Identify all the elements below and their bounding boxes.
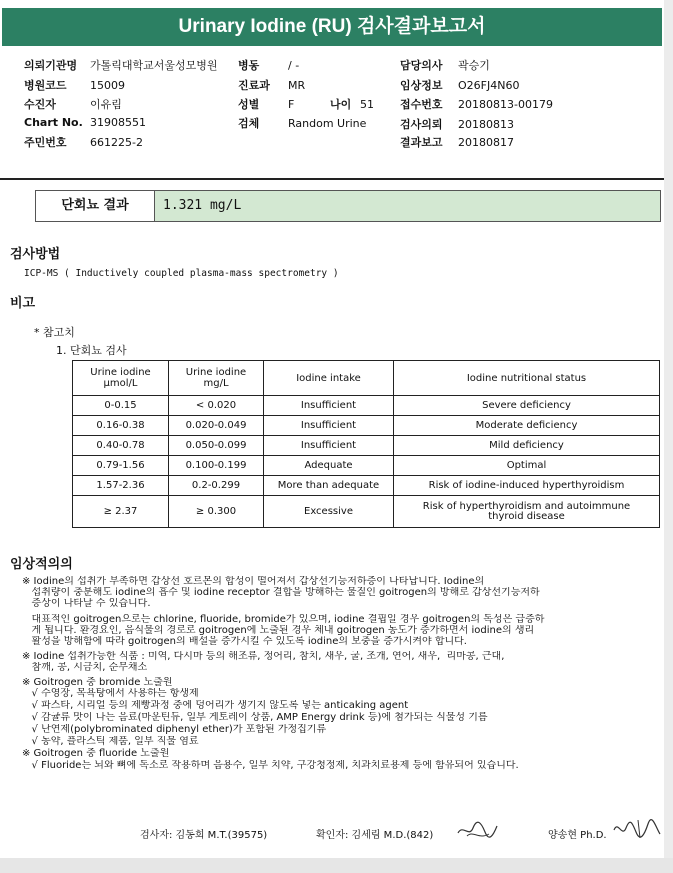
header-report-date: 결과보고 20180817 xyxy=(400,136,514,149)
clinical-line: ※ Goitrogen 중 fluoride 노출원 xyxy=(22,748,170,759)
verifier-signature: 확인자: 김세림 M.D.(842) xyxy=(316,830,434,841)
cell-umol: 0.79-1.56 xyxy=(73,456,169,476)
clinical-line: 게 됩니다. 환경요인, 음식물의 경로로 goitrogen에 노출된 경우 체내 goitrogen 농도가 증가하면서 iodine의 생리 xyxy=(22,625,535,636)
header-hospital-code: 병원코드 15009 xyxy=(24,79,125,92)
cell-intake: Adequate xyxy=(264,456,394,476)
clinical-line: 참깨, 콩, 시금치, 순무채소 xyxy=(22,662,148,673)
cell-status: Optimal xyxy=(394,456,660,476)
method-text: ICP-MS ( Inductively coupled plasma-mass spectrometry ) xyxy=(24,268,339,279)
cell-umol: ≥ 2.37 xyxy=(73,496,169,528)
cell-umol: 0-0.15 xyxy=(73,396,169,416)
header-ward: 병동 / - xyxy=(238,59,300,72)
header-intake: Iodine intake xyxy=(264,361,394,396)
cell-mg: 0.020-0.049 xyxy=(169,416,264,436)
cell-umol: 0.40-0.78 xyxy=(73,436,169,456)
header-sex: 성별 F xyxy=(238,98,295,111)
clinical-line: 활성을 방해함에 따라 goitrogen의 배설을 증가시킬 수 있도록 iodine의 보충을 증가시켜야 합니다. xyxy=(22,636,467,647)
table-row xyxy=(73,416,660,436)
header-department: 진료과 MR xyxy=(238,79,306,92)
header-accession-no: 접수번호 20180813-00179 xyxy=(400,98,553,111)
header-status: Iodine nutritional status xyxy=(394,361,660,396)
director-signature: 양송현 Ph.D. xyxy=(548,830,607,841)
header-specimen: 검체 Random Urine xyxy=(238,117,367,130)
cell-umol: 1.57-2.36 xyxy=(73,476,169,496)
cell-intake: Excessive xyxy=(264,496,394,528)
clinical-line: ※ Iodine의 섭취가 부족하면 갑상선 호르몬의 합성이 떨어져서 갑상선기능저하증이 나타납니다. Iodine의 xyxy=(22,576,485,587)
clinical-line: √ 파스타, 시리얼 등의 제빵과정 중에 덩어리가 생기지 않도록 넣는 anticaking agent xyxy=(22,700,409,711)
cell-mg: < 0.020 xyxy=(169,396,264,416)
cell-intake: Insufficient xyxy=(264,396,394,416)
cell-status: Risk of iodine-induced hyperthyroidism xyxy=(394,476,660,496)
header-hospital: 의뢰기관명 가톨릭대학교서울성모병원 xyxy=(24,59,218,72)
header-divider xyxy=(0,178,673,180)
result-label: 단회뇨 결과 xyxy=(36,191,155,221)
table-row xyxy=(73,396,660,416)
reference-table xyxy=(72,360,660,528)
single-urine-label: 1. 단회뇨 검사 xyxy=(56,344,127,357)
cell-intake: More than adequate xyxy=(264,476,394,496)
clinical-line: 증상이 나타날 수 있습니다. xyxy=(22,598,151,609)
clinical-line: √ 수영장, 목욕탕에서 사용하는 항생제 xyxy=(22,688,199,699)
cell-mg: ≥ 0.300 xyxy=(169,496,264,528)
header-patient: 수진자 이유림 xyxy=(24,98,122,111)
cell-mg: 0.050-0.099 xyxy=(169,436,264,456)
clinical-line: √ Fluoride는 뇌와 뼈에 독소로 작용하며 음용수, 일부 치약, 구강청정제, 치과치료용제 등에 함유되어 있습니다. xyxy=(22,760,519,771)
cell-status: Severe deficiency xyxy=(394,396,660,416)
clinical-line: ※ Iodine 섭취가능한 식품 : 미역, 다시마 등의 해조류, 정어리, 참치, 새우, 굴, 조개, 연어, 새우, 리마콩, 근대, xyxy=(22,651,505,662)
header-umol: Urine iodine μmol/L xyxy=(73,361,169,396)
clinical-line: √ 농약, 플라스틱 제품, 일부 직물 염료 xyxy=(22,736,199,747)
clinical-line: ※ Goitrogen 중 bromide 노출원 xyxy=(22,677,173,688)
remarks-heading: 비고 xyxy=(10,296,36,311)
cell-status: Moderate deficiency xyxy=(394,416,660,436)
header-chart-no: Chart No. 31908551 xyxy=(24,116,146,129)
reference-label: * 참고치 xyxy=(34,326,75,339)
verifier-handwritten-signature xyxy=(455,818,501,842)
header-request-date: 검사의뢰 20180813 xyxy=(400,118,514,131)
cell-status: Mild deficiency xyxy=(394,436,660,456)
method-heading: 검사방법 xyxy=(10,247,61,262)
result-value: 1.321 mg/L xyxy=(155,191,660,221)
cell-intake: Insufficient xyxy=(264,416,394,436)
cell-mg: 0.2-0.299 xyxy=(169,476,264,496)
clinical-line: 대표적인 goitrogen으로는 chlorine, fluoride, bromide가 있으며, iodine 결핍일 경우 goitrogen의 독성은 급증하 xyxy=(22,614,545,625)
clinical-line: 섭취량이 충분해도 iodine의 흡수 및 iodine receptor 결합을 방해하는 물질인 goitrogen의 방해로 갑상선기능저하 xyxy=(22,587,540,598)
clinical-text xyxy=(22,576,662,772)
page-edge xyxy=(664,0,673,858)
clinical-line: √ 난연제(polybrominated diphenyl ether)가 포함된 가정집기류 xyxy=(22,724,327,735)
clinical-heading: 임상적의의 xyxy=(10,557,73,572)
result-box xyxy=(35,190,661,222)
table-row xyxy=(73,436,660,456)
tester-signature: 검사자: 김동희 M.T.(39575) xyxy=(140,830,268,841)
header-physician: 담당의사 곽승기 xyxy=(400,59,490,72)
director-handwritten-signature xyxy=(612,816,662,842)
table-row xyxy=(73,496,660,528)
clinical-line: √ 감귤류 맛이 나는 음료(마운틴듀, 일부 게토레이 상품, AMP Energy drink 등)에 첨가되는 식물성 기름 xyxy=(22,712,488,723)
cell-umol: 0.16-0.38 xyxy=(73,416,169,436)
header-resident-no: 주민번호 661225-2 xyxy=(24,136,143,149)
header-mg: Urine iodine mg/L xyxy=(169,361,264,396)
table-row xyxy=(73,476,660,496)
report-title: Urinary Iodine (RU) 검사결과보고서 xyxy=(2,8,662,46)
cell-mg: 0.100-0.199 xyxy=(169,456,264,476)
cell-intake: Insufficient xyxy=(264,436,394,456)
table-header-row xyxy=(73,361,660,396)
header-clinical-info: 임상정보 O26FJ4N60 xyxy=(400,79,520,92)
header-age: 나이 51 xyxy=(330,98,374,111)
cell-status: Risk of hyperthyroidism and autoimmune thyroid disease xyxy=(394,496,660,528)
bottom-bar xyxy=(0,858,673,873)
table-row xyxy=(73,456,660,476)
